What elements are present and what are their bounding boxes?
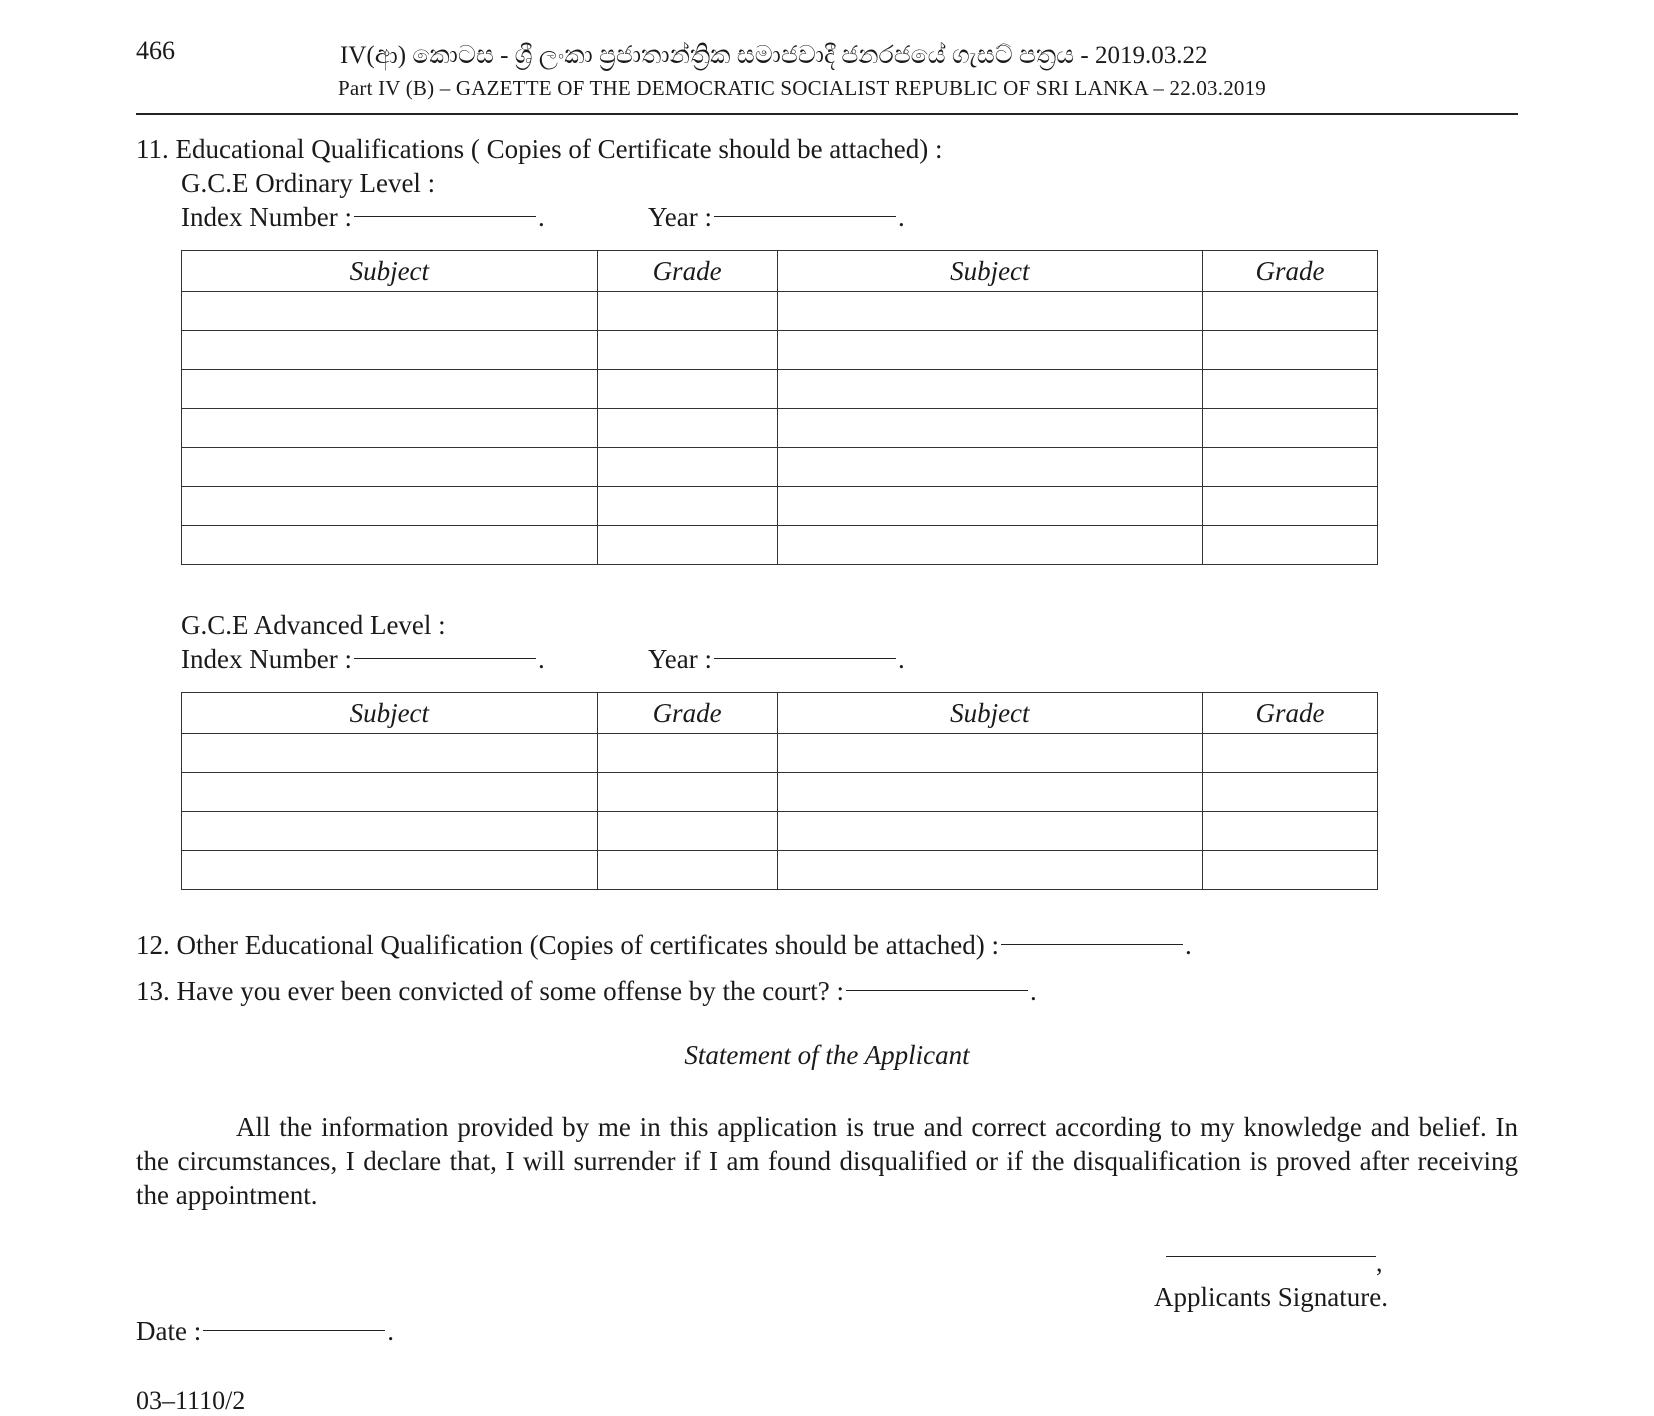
grade-cell[interactable] [597, 370, 777, 409]
al-index-label: Index Number : [181, 644, 352, 674]
q12-label: 12. Other Educational Qualification (Copies of certificates should be attached) : [136, 930, 999, 960]
table-row [182, 812, 1378, 851]
subject-cell[interactable] [777, 812, 1203, 851]
col-subject: Subject [777, 693, 1203, 734]
subject-cell[interactable] [182, 370, 598, 409]
signature-comma: , [1376, 1248, 1383, 1277]
grade-cell[interactable] [597, 773, 777, 812]
statement-body: All the information provided by me in this application is true and correct according to my knowledge and belief. In the circumstances, I declare that, I will surrender if I am found disqualified or if the disqualification is proved after receiving the appointment. [136, 1112, 1518, 1210]
q12-blank[interactable] [1001, 944, 1183, 945]
grade-cell[interactable] [1203, 331, 1378, 370]
table-row [182, 734, 1378, 773]
q13-terminator: . [1030, 976, 1037, 1006]
grade-cell[interactable] [597, 409, 777, 448]
q13-label: 13. Have you ever been convicted of some offense by the court? : [136, 976, 844, 1006]
grade-cell[interactable] [597, 734, 777, 773]
table-row [182, 292, 1378, 331]
header-divider [136, 113, 1518, 115]
al-index-field[interactable] [181, 644, 545, 675]
grade-cell[interactable] [597, 487, 777, 526]
subject-cell[interactable] [182, 331, 598, 370]
ol-year-label: Year : [648, 202, 713, 232]
grade-cell[interactable] [597, 851, 777, 890]
grade-cell[interactable] [1203, 851, 1378, 890]
al-year-field[interactable] [648, 644, 905, 675]
al-year-terminator: . [898, 644, 905, 674]
date-label: Date : [136, 1316, 202, 1346]
subject-cell[interactable] [777, 292, 1203, 331]
grade-cell[interactable] [597, 448, 777, 487]
grade-cell[interactable] [1203, 773, 1378, 812]
table-row [182, 448, 1378, 487]
grade-cell[interactable] [597, 292, 777, 331]
ol-year-terminator: . [898, 202, 905, 232]
grade-cell[interactable] [1203, 812, 1378, 851]
grade-cell[interactable] [597, 331, 777, 370]
subject-cell[interactable] [182, 812, 598, 851]
ol-index-terminator: . [537, 202, 545, 232]
table-row [182, 409, 1378, 448]
col-subject: Subject [777, 251, 1203, 292]
subject-cell[interactable] [182, 409, 598, 448]
subject-cell[interactable] [777, 526, 1203, 565]
statement-title: Statement of the Applicant [684, 1040, 970, 1070]
al-results-table [181, 692, 1378, 890]
grade-cell[interactable] [1203, 409, 1378, 448]
date-field[interactable] [136, 1316, 394, 1347]
q12-field[interactable] [136, 930, 1192, 961]
subject-cell[interactable] [182, 526, 598, 565]
col-grade: Grade [1203, 251, 1378, 292]
ol-title: G.C.E Ordinary Level : [181, 168, 436, 198]
al-year-label: Year : [648, 644, 713, 674]
page-number: 466 [136, 36, 175, 65]
table-row [182, 851, 1378, 890]
subject-cell[interactable] [777, 734, 1203, 773]
subject-cell[interactable] [182, 734, 598, 773]
gazette-title-english: Part IV (B) – GAZETTE OF THE DEMOCRATIC SOCIALIST REPUBLIC OF SRI LANKA – 22.03.2019 [338, 76, 1266, 100]
ol-index-blank[interactable] [354, 216, 536, 217]
col-grade: Grade [597, 693, 777, 734]
ol-year-blank[interactable] [714, 216, 896, 217]
table-row [182, 487, 1378, 526]
grade-cell[interactable] [597, 812, 777, 851]
table-row [182, 331, 1378, 370]
q13-field[interactable] [136, 976, 1037, 1007]
signature-line[interactable] [1166, 1256, 1376, 1257]
ol-results-table [181, 250, 1378, 565]
col-subject: Subject [182, 251, 598, 292]
grade-cell[interactable] [1203, 370, 1378, 409]
gazette-title-sinhala: IV(ආ) කොටස - ශ්‍රී ලංකා ප්‍රජාතාන්ත්‍රික සමාජවාදී ජනරජයේ ගැසට් පත්‍රය - 2019.03.22 [340, 42, 1208, 69]
al-index-blank[interactable] [354, 658, 536, 659]
grade-cell[interactable] [1203, 526, 1378, 565]
grade-cell[interactable] [597, 526, 777, 565]
footer-reference: 03–1110/2 [136, 1386, 246, 1415]
table-header-row [182, 693, 1378, 734]
subject-cell[interactable] [182, 851, 598, 890]
subject-cell[interactable] [182, 487, 598, 526]
subject-cell[interactable] [777, 331, 1203, 370]
grade-cell[interactable] [1203, 734, 1378, 773]
col-subject: Subject [182, 693, 598, 734]
subject-cell[interactable] [777, 448, 1203, 487]
al-year-blank[interactable] [714, 658, 896, 659]
table-row [182, 526, 1378, 565]
subject-cell[interactable] [777, 851, 1203, 890]
ol-index-field[interactable] [181, 202, 545, 233]
date-blank[interactable] [203, 1330, 385, 1331]
grade-cell[interactable] [1203, 487, 1378, 526]
ol-index-label: Index Number : [181, 202, 352, 232]
q12-terminator: . [1184, 930, 1192, 960]
q13-blank[interactable] [846, 990, 1028, 991]
col-grade: Grade [597, 251, 777, 292]
grade-cell[interactable] [1203, 448, 1378, 487]
subject-cell[interactable] [182, 448, 598, 487]
grade-cell[interactable] [1203, 292, 1378, 331]
subject-cell[interactable] [777, 773, 1203, 812]
table-row [182, 370, 1378, 409]
date-terminator: . [387, 1316, 394, 1346]
al-index-terminator: . [537, 644, 545, 674]
subject-cell[interactable] [777, 487, 1203, 526]
signature-label: Applicants Signature. [1154, 1282, 1388, 1312]
ol-year-field[interactable] [648, 202, 905, 233]
al-title: G.C.E Advanced Level : [181, 610, 446, 640]
subject-cell[interactable] [777, 409, 1203, 448]
subject-cell[interactable] [182, 292, 598, 331]
q11-label: 11. Educational Qualifications ( Copies of Certificate should be attached) : [136, 134, 943, 164]
subject-cell[interactable] [777, 370, 1203, 409]
subject-cell[interactable] [182, 773, 598, 812]
col-grade: Grade [1203, 693, 1378, 734]
table-header-row [182, 251, 1378, 292]
table-row [182, 773, 1378, 812]
